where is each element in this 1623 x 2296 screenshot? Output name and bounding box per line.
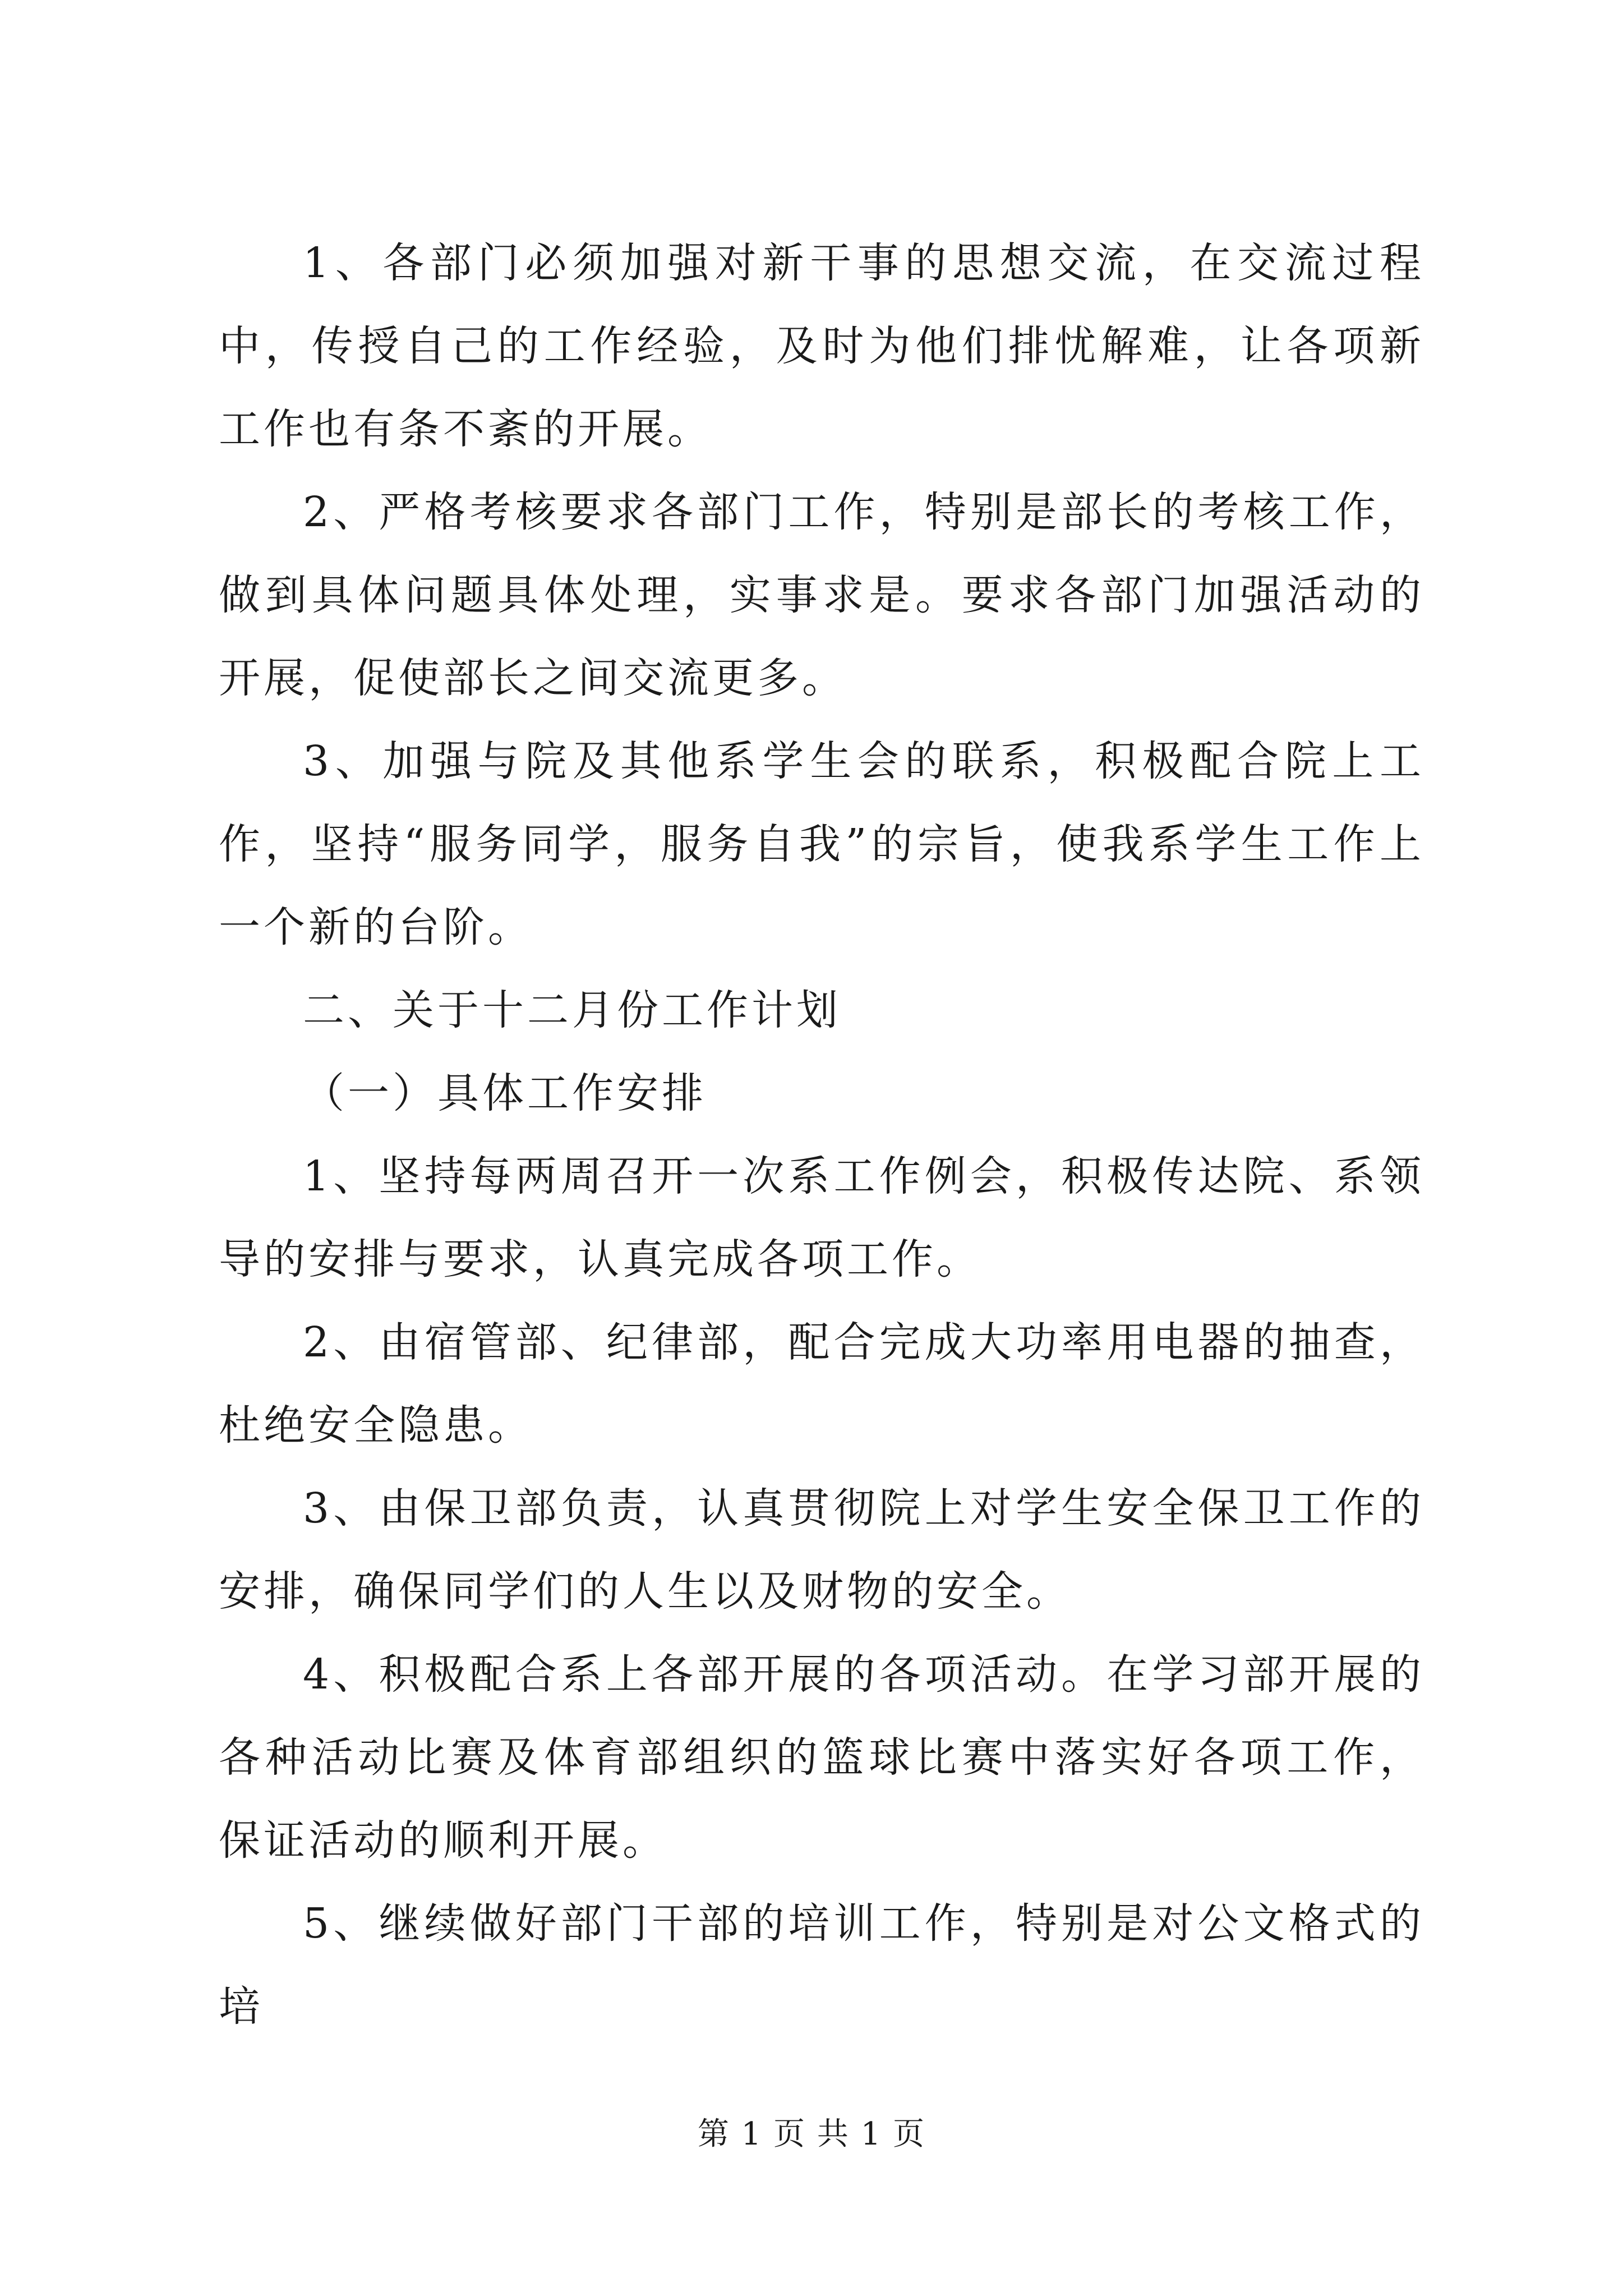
paragraph-7: 4、积极配合系上各部开展的各项活动。在学习部开展的各种活动比赛及体育部组织的篮球比赛中落实好各项工作，保证活动的顺利开展。	[219, 1650, 1424, 1865]
paragraph-5: 2、由宿管部、纪律部，配合完成大功率用电器的抽查，杜绝安全隐患。	[219, 1318, 1424, 1450]
paragraph-1: 1、各部门必须加强对新干事的思想交流，在交流过程中，传授自己的工作经验，及时为他们排忧解难，让各项新工作也有条不紊的开展。	[219, 239, 1424, 453]
subsection-heading: （一）具体工作安排	[303, 1069, 707, 1117]
paragraph-3: 3、加强与院及其他系学生会的联系，积极配合院上工作，坚持“服务同学，服务自我”的宗旨，使我系学生工作上一个新的台阶。	[219, 737, 1424, 951]
page-footer: 第 1 页 共 1 页	[697, 2116, 926, 2152]
paragraph-8: 5、继续做好部门干部的培训工作，特别是对公文格式的培	[219, 1899, 1424, 2031]
paragraph-2: 2、严格考核要求各部门工作，特别是部长的考核工作，做到具体问题具体处理，实事求是。要求各部门加强活动的开展，促使部长之间交流更多。	[219, 488, 1424, 702]
document-body	[219, 222, 1424, 2048]
paragraph-6: 3、由保卫部负责，认真贯彻院上对学生安全保卫工作的安排，确保同学们的人生以及财物的安全。	[219, 1484, 1424, 1616]
paragraph-4: 1、坚持每两周召开一次系工作例会，积极传达院、系领导的安排与要求，认真完成各项工作。	[219, 1152, 1424, 1283]
section-heading: 二、关于十二月份工作计划	[303, 986, 841, 1034]
